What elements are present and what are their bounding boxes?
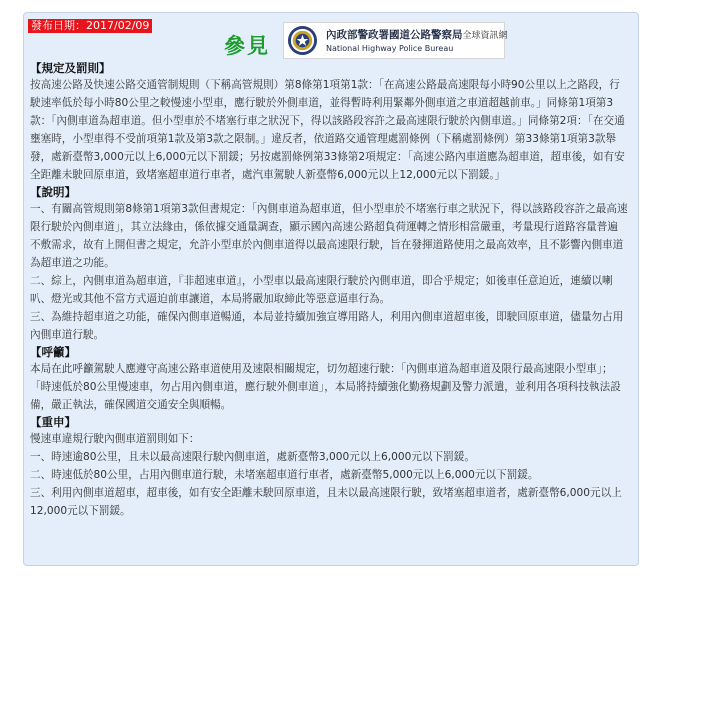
section-heading-appeal: 【呼籲】 [30,345,76,359]
explanation-paragraph-3: 三、為維持超車道之功能，確保內側車道暢通，本局並持續加強宣導用路人，利用內側車道超車後，即駛回原車道，儘量勿占用內側車道行駛。 [30,311,624,341]
reiterate-item-3: 三、利用內側車道超車，超車後，如有安全距離未駛回原車道，且未以最高速限行駛，致堵塞超車道者，處新臺幣6,000元以上12,000元以下罰鍰。 [30,487,622,517]
rules-paragraph: 按高速公路及快速公路交通管制規則（下稱高管規則）第8條第1項第1款：「在高速公路最高速限每小時90公里以上之路段，行駛速率低於每小時80公里之較慢速小型車，應行駛於外側車道，並得暫時利用緊鄰外側車道之車道超越前車。」同條第1項第3款：「內側車道為超車道。但小型車於不堵塞行車之狀況下，得以該路段容許之最高速限行駛於內側車道。」同條第2項：「在交通壅塞時，小型車得不受前項第1款及第3款之限制。」違反者，依道路交通管理處罰條例（下稱處罰條例）第33條第1項第3款舉發，處新臺幣3,000元以上6,000元以下罰鍰；另按處罰條例第33條第2項規定：「高速公路內車道應為超車道，超車後，如有安全距離未駛回原車道，致堵塞超車道行車者，處汽車駕駛人新臺幣6,000元以上12,000元以下罰鍰。」 [30,79,625,181]
police-seal-icon [287,25,318,56]
logo-english-name: National Highway Police Bureau [326,44,454,53]
reiterate-item-1: 一、時速逾80公里，且未以最高速限行駛內側車道，處新臺幣3,000元以上6,000元以下罰鍰。 [30,451,475,463]
section-heading-explanation: 【說明】 [30,185,76,199]
reiterate-item-2: 二、時速低於80公里，占用內側車道行駛，未堵塞超車道行車者，處新臺幣5,000元以上6,000元以下罰鍰。 [30,469,539,481]
appeal-paragraph: 本局在此呼籲駕駛人應遵守高速公路車道使用及速限相關規定，切勿超速行駛：「內側車道為超車道及限行最高速限小型車」；「時速低於80公里慢速車，勿占用內側車道，應行駛外側車道」，本局將持續強化勤務規劃及警力派遣，並利用各項科技執法設備，嚴正執法，確保國道交通安全與順暢。 [30,363,621,411]
publish-date-badge: 發布日期：2017/02/09 [28,19,152,33]
section-heading-reiterate: 【重申】 [30,415,76,429]
logo-title: 內政部警政署國道公路警察局全球資訊網 [326,29,508,41]
section-heading-rules: 【規定及罰則】 [30,61,111,75]
explanation-paragraph-1: 一、有關高管規則第8條第1項第3款但書規定：「內側車道為超車道，但小型車於不堵塞行車之狀況下，得以該路段容許之最高速限行駛於內側車道」，其立法緣由，係依據交通量調查，顯示國內高速公路超負荷運轉之情形相當嚴重，考量現行道路容量普遍不敷需求，故有上開但書之規定，允許小型車於內側車道得以最高速限行駛，旨在發揮道路使用之最高效率，且不影響內側車道為超車道之功能。 [30,203,628,269]
explanation-paragraph-2: 二、綜上，內側車道為超車道，『非超速車道』，小型車以最高速限行駛於內側車道，即合乎規定；如後車任意迫近，連續以喇叭、燈光或其他不當方式逼迫前車讓道，本局將嚴加取締此等惡意逼車行為。 [30,275,613,305]
reiterate-intro: 慢速車違規行駛內側車道罰則如下： [30,433,200,445]
agency-logo-link[interactable] [283,22,508,59]
article-content [30,60,628,520]
logo-subtitle: 全球資訊網 [462,31,508,41]
see-reference-label: 參見 [224,33,270,58]
